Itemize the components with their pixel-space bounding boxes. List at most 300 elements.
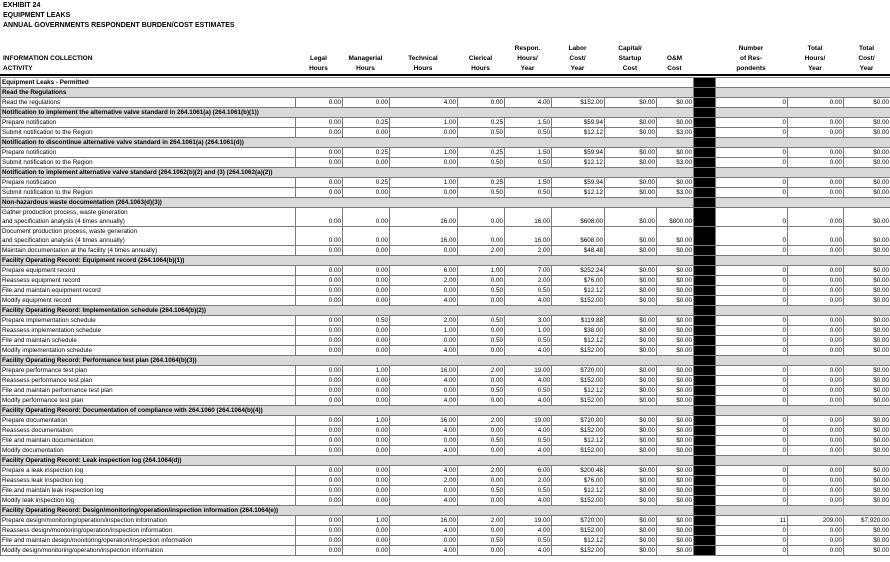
value-total-hours-year: 0.00 <box>788 336 844 346</box>
value-technical-hours: 1.00 <box>390 326 458 336</box>
group-header <box>1 406 890 416</box>
value-respon-hours-year: 4.00 <box>505 346 552 356</box>
value-labor-cost-year: $608.00 <box>552 227 605 246</box>
table-cell <box>716 256 890 266</box>
value-number-of-respondents: 0 <box>716 98 788 108</box>
value-om-cost: $0.00 <box>657 436 694 446</box>
value-managerial-hours: 0.25 <box>343 178 390 188</box>
column-separator <box>694 118 716 128</box>
group-header-title: Non-hazardous waste documentation (264.1063(d)(3)) <box>1 198 694 208</box>
table-row <box>1 316 890 326</box>
value-total-hours-year: 0.00 <box>788 296 844 306</box>
value-total-cost-year: $0.00 <box>844 376 890 386</box>
group-header-title: Facility Operating Record: Performance test plan (264.1064(b)(3)) <box>1 356 694 366</box>
value-respon-hours-year: 0.50 <box>505 286 552 296</box>
column-separator <box>694 416 716 426</box>
value-managerial-hours: 0.25 <box>343 118 390 128</box>
table-row <box>1 536 890 546</box>
column-headers <box>0 44 890 74</box>
group-header-title: Read the Regulations <box>1 88 694 98</box>
value-total-hours-year: 0.00 <box>788 346 844 356</box>
column-separator <box>694 286 716 296</box>
value-labor-cost-year: $12.12 <box>552 188 605 198</box>
group-header-title: Facility Operating Record: Documentation of compliance with 264.1060 (264.1064(b)(4)) <box>1 406 694 416</box>
value-total-cost-year: $0.00 <box>844 536 890 546</box>
group-header-title: Facility Operating Record: Equipment record (264.1064(b)(1)) <box>1 256 694 266</box>
value-technical-hours: 0.00 <box>390 286 458 296</box>
value-total-hours-year: 0.00 <box>788 276 844 286</box>
value-total-hours-year: 0.00 <box>788 246 844 256</box>
value-capital-startup-cost: $0.00 <box>605 178 657 188</box>
table-row <box>1 246 890 256</box>
value-number-of-respondents: 0 <box>716 148 788 158</box>
row-label-line1: Document production process, waste generation <box>2 228 138 235</box>
value-total-hours-year: 0.00 <box>788 546 844 556</box>
value-labor-cost-year: $152.00 <box>552 346 605 356</box>
table-row <box>1 436 890 446</box>
row-label: Prepare notification <box>1 118 296 128</box>
value-labor-cost-year: $152.00 <box>552 496 605 506</box>
value-total-cost-year: $0.00 <box>844 546 890 556</box>
header-number-of-respondents: Number of Res- pondents <box>736 45 766 72</box>
value-capital-startup-cost: $0.00 <box>605 316 657 326</box>
row-label: Prepare implementation schedule <box>1 316 296 326</box>
table-cell <box>716 108 890 118</box>
value-number-of-respondents: 0 <box>716 396 788 406</box>
value-labor-cost-year: $12.12 <box>552 128 605 138</box>
group-header-title: Facility Operating Record: Leak inspection log (264.1064(d)) <box>1 456 694 466</box>
value-managerial-hours: 0.00 <box>343 536 390 546</box>
value-capital-startup-cost: $0.00 <box>605 148 657 158</box>
column-separator <box>694 466 716 476</box>
value-om-cost: $0.00 <box>657 536 694 546</box>
table-row <box>1 396 890 406</box>
value-number-of-respondents: 0 <box>716 296 788 306</box>
row-label: Reassess performance test plan <box>1 376 296 386</box>
value-labor-cost-year: $12.12 <box>552 486 605 496</box>
value-respon-hours-year: 4.00 <box>505 396 552 406</box>
row-label <box>1 208 296 227</box>
value-om-cost: $0.00 <box>657 466 694 476</box>
row-label: File and maintain schedule <box>1 336 296 346</box>
value-managerial-hours: 0.00 <box>343 436 390 446</box>
value-clerical-hours: 0.50 <box>458 336 505 346</box>
exhibit-subject: EQUIPMENT LEAKS <box>3 12 71 19</box>
value-labor-cost-year: $59.94 <box>552 178 605 188</box>
value-number-of-respondents: 0 <box>716 208 788 227</box>
value-clerical-hours: 0.50 <box>458 386 505 396</box>
row-label: Modify performance test plan <box>1 396 296 406</box>
value-managerial-hours: 0.00 <box>343 476 390 486</box>
table-row <box>1 546 890 556</box>
value-legal-hours: 0.00 <box>296 158 343 168</box>
value-technical-hours: 0.00 <box>390 128 458 138</box>
column-separator <box>694 326 716 336</box>
value-clerical-hours: 0.00 <box>458 476 505 486</box>
value-respon-hours-year: 0.50 <box>505 188 552 198</box>
group-header <box>1 356 890 366</box>
value-total-cost-year: $0.00 <box>844 346 890 356</box>
section-header-title: Equipment Leaks - Permitted <box>1 78 694 88</box>
value-total-cost-year: $0.00 <box>844 396 890 406</box>
value-clerical-hours: 0.50 <box>458 316 505 326</box>
value-clerical-hours: 0.50 <box>458 486 505 496</box>
column-separator <box>694 108 716 118</box>
value-number-of-respondents: 0 <box>716 416 788 426</box>
column-separator <box>694 526 716 536</box>
value-labor-cost-year: $12.12 <box>552 436 605 446</box>
value-labor-cost-year: $152.00 <box>552 526 605 536</box>
column-separator <box>694 516 716 526</box>
value-technical-hours: 0.00 <box>390 536 458 546</box>
value-managerial-hours: 0.00 <box>343 266 390 276</box>
value-number-of-respondents: 0 <box>716 446 788 456</box>
column-separator <box>694 256 716 266</box>
column-separator <box>694 208 716 227</box>
table-cell <box>716 198 890 208</box>
table-row <box>1 158 890 168</box>
value-technical-hours: 4.00 <box>390 446 458 456</box>
value-managerial-hours: 0.50 <box>343 316 390 326</box>
value-clerical-hours: 0.00 <box>458 396 505 406</box>
value-number-of-respondents: 0 <box>716 276 788 286</box>
value-managerial-hours: 0.00 <box>343 246 390 256</box>
value-total-hours-year: 0.00 <box>788 316 844 326</box>
value-clerical-hours: 0.00 <box>458 227 505 246</box>
exhibit-title: ANNUAL GOVERNMENTS RESPONDENT BURDEN/COST ESTIMATES <box>3 22 235 29</box>
header-managerial-hours: Managerial Hours <box>348 55 383 72</box>
value-legal-hours: 0.00 <box>296 416 343 426</box>
value-clerical-hours: 0.00 <box>458 346 505 356</box>
value-capital-startup-cost: $0.00 <box>605 158 657 168</box>
column-separator <box>694 316 716 326</box>
table-cell <box>716 356 890 366</box>
value-om-cost: $0.00 <box>657 516 694 526</box>
value-total-hours-year: 0.00 <box>788 366 844 376</box>
value-respon-hours-year: 1.50 <box>505 148 552 158</box>
value-labor-cost-year: $720.00 <box>552 416 605 426</box>
column-separator <box>694 396 716 406</box>
table-row <box>1 276 890 286</box>
value-technical-hours: 0.00 <box>390 246 458 256</box>
table-row <box>1 326 890 336</box>
value-capital-startup-cost: $0.00 <box>605 526 657 536</box>
column-separator <box>694 506 716 516</box>
value-clerical-hours: 0.50 <box>458 536 505 546</box>
value-respon-hours-year: 0.50 <box>505 486 552 496</box>
row-label: Prepare documentation <box>1 416 296 426</box>
value-clerical-hours: 2.00 <box>458 516 505 526</box>
value-labor-cost-year: $59.94 <box>552 118 605 128</box>
row-label: Prepare performance test plan <box>1 366 296 376</box>
value-total-hours-year: 0.00 <box>788 416 844 426</box>
group-header <box>1 256 890 266</box>
value-respon-hours-year: 19.00 <box>505 416 552 426</box>
value-technical-hours: 0.00 <box>390 436 458 446</box>
value-om-cost: $0.00 <box>657 276 694 286</box>
column-separator <box>694 306 716 316</box>
value-om-cost: $0.00 <box>657 346 694 356</box>
value-legal-hours: 0.00 <box>296 208 343 227</box>
value-labor-cost-year: $152.00 <box>552 426 605 436</box>
value-om-cost: $0.00 <box>657 396 694 406</box>
header-respon-hours-year: Respon. Hours/ Year <box>514 45 541 72</box>
value-total-cost-year: $0.00 <box>844 208 890 227</box>
value-legal-hours: 0.00 <box>296 346 343 356</box>
value-clerical-hours: 2.00 <box>458 246 505 256</box>
value-capital-startup-cost: $0.00 <box>605 386 657 396</box>
value-technical-hours: 2.00 <box>390 476 458 486</box>
row-label: Modify implementation schedule <box>1 346 296 356</box>
row-label: Modify equipment record <box>1 296 296 306</box>
group-header-title: Facility Operating Record: Implementation schedule (264.1064(b)(2)) <box>1 306 694 316</box>
row-label: Reassess implementation schedule <box>1 326 296 336</box>
value-technical-hours: 2.00 <box>390 276 458 286</box>
value-legal-hours: 0.00 <box>296 526 343 536</box>
group-header <box>1 88 890 98</box>
table-row <box>1 446 890 456</box>
value-respon-hours-year: 4.00 <box>505 296 552 306</box>
value-capital-startup-cost: $0.00 <box>605 326 657 336</box>
value-total-cost-year: $0.00 <box>844 98 890 108</box>
value-respon-hours-year: 0.50 <box>505 536 552 546</box>
value-respon-hours-year: 4.00 <box>505 446 552 456</box>
value-total-cost-year: $0.00 <box>844 526 890 536</box>
value-number-of-respondents: 0 <box>716 246 788 256</box>
value-managerial-hours: 0.00 <box>343 346 390 356</box>
table-cell <box>716 168 890 178</box>
value-technical-hours: 0.00 <box>390 336 458 346</box>
value-number-of-respondents: 0 <box>716 336 788 346</box>
column-separator <box>694 98 716 108</box>
value-labor-cost-year: $12.12 <box>552 158 605 168</box>
value-technical-hours: 4.00 <box>390 396 458 406</box>
table-cell <box>716 506 890 516</box>
table-cell <box>716 406 890 416</box>
column-separator <box>694 376 716 386</box>
value-labor-cost-year: $720.00 <box>552 366 605 376</box>
header-activity: INFORMATION COLLECTION ACTIVITY <box>3 55 93 72</box>
value-managerial-hours: 1.00 <box>343 366 390 376</box>
value-legal-hours: 0.00 <box>296 486 343 496</box>
value-total-cost-year: $0.00 <box>844 476 890 486</box>
row-label: File and maintain design/monitoring/operation/inspection information <box>1 536 296 546</box>
value-om-cost: $0.00 <box>657 366 694 376</box>
value-legal-hours: 0.00 <box>296 98 343 108</box>
value-legal-hours: 0.00 <box>296 496 343 506</box>
value-legal-hours: 0.00 <box>296 426 343 436</box>
value-respon-hours-year: 1.50 <box>505 178 552 188</box>
value-clerical-hours: 0.50 <box>458 158 505 168</box>
value-legal-hours: 0.00 <box>296 286 343 296</box>
value-om-cost: $0.00 <box>657 486 694 496</box>
value-legal-hours: 0.00 <box>296 386 343 396</box>
column-separator <box>694 486 716 496</box>
value-om-cost: $0.00 <box>657 446 694 456</box>
value-clerical-hours: 0.00 <box>458 326 505 336</box>
table-cell <box>716 78 890 88</box>
value-managerial-hours: 0.00 <box>343 486 390 496</box>
row-label: File and maintain equipment record <box>1 286 296 296</box>
value-technical-hours: 4.00 <box>390 466 458 476</box>
header-clerical-hours: Clerical Hours <box>468 55 493 72</box>
value-om-cost: $0.00 <box>657 98 694 108</box>
value-total-cost-year: $0.00 <box>844 336 890 346</box>
value-managerial-hours: 0.00 <box>343 208 390 227</box>
value-om-cost: $0.00 <box>657 316 694 326</box>
value-labor-cost-year: $76.00 <box>552 476 605 486</box>
value-total-cost-year: $0.00 <box>844 486 890 496</box>
value-capital-startup-cost: $0.00 <box>605 98 657 108</box>
value-total-hours-year: 0.00 <box>788 446 844 456</box>
row-label: Prepare equipment record <box>1 266 296 276</box>
table-row <box>1 148 890 158</box>
value-total-cost-year: $0.00 <box>844 118 890 128</box>
value-technical-hours: 2.00 <box>390 316 458 326</box>
value-legal-hours: 0.00 <box>296 266 343 276</box>
value-capital-startup-cost: $0.00 <box>605 486 657 496</box>
header-technical-hours: Technical Hours <box>408 55 438 72</box>
value-managerial-hours: 0.00 <box>343 546 390 556</box>
column-separator <box>694 436 716 446</box>
value-respon-hours-year: 16.00 <box>505 227 552 246</box>
row-label-line2: and specification analysis (4 times annually) <box>2 218 125 225</box>
row-label: Reassess design/monitoring/operation/inspection information <box>1 526 296 536</box>
value-om-cost: $0.00 <box>657 476 694 486</box>
row-label <box>1 227 296 246</box>
table-cell <box>716 88 890 98</box>
row-label: Prepare notification <box>1 148 296 158</box>
column-separator <box>694 386 716 396</box>
value-labor-cost-year: $12.12 <box>552 286 605 296</box>
value-labor-cost-year: $720.00 <box>552 516 605 526</box>
value-clerical-hours: 0.00 <box>458 276 505 286</box>
value-capital-startup-cost: $0.00 <box>605 416 657 426</box>
value-om-cost: $0.00 <box>657 526 694 536</box>
group-header-title: Facility Operating Record: Design/monitoring/operation/inspection information (264.1064(e)) <box>1 506 694 516</box>
value-legal-hours: 0.00 <box>296 536 343 546</box>
value-number-of-respondents: 0 <box>716 546 788 556</box>
value-number-of-respondents: 0 <box>716 386 788 396</box>
column-separator <box>694 198 716 208</box>
column-separator <box>694 138 716 148</box>
value-respon-hours-year: 0.50 <box>505 386 552 396</box>
value-labor-cost-year: $152.00 <box>552 296 605 306</box>
value-clerical-hours: 0.50 <box>458 188 505 198</box>
value-total-hours-year: 0.00 <box>788 486 844 496</box>
value-total-hours-year: 0.00 <box>788 326 844 336</box>
value-clerical-hours: 0.00 <box>458 546 505 556</box>
value-technical-hours: 4.00 <box>390 296 458 306</box>
value-respon-hours-year: 4.00 <box>505 426 552 436</box>
table-row <box>1 496 890 506</box>
value-total-cost-year: $0.00 <box>844 436 890 446</box>
value-legal-hours: 0.00 <box>296 316 343 326</box>
value-technical-hours: 16.00 <box>390 416 458 426</box>
value-total-hours-year: 0.00 <box>788 158 844 168</box>
header-labor-cost-year: Labor Cost/ Year <box>568 45 587 72</box>
value-managerial-hours: 1.00 <box>343 516 390 526</box>
value-number-of-respondents: 0 <box>716 316 788 326</box>
header-total-cost-year: Total Cost/ Year <box>858 45 875 72</box>
value-respon-hours-year: 4.00 <box>505 496 552 506</box>
value-capital-startup-cost: $0.00 <box>605 276 657 286</box>
value-total-hours-year: 0.00 <box>788 476 844 486</box>
value-capital-startup-cost: $0.00 <box>605 188 657 198</box>
value-total-hours-year: 0.00 <box>788 376 844 386</box>
value-capital-startup-cost: $0.00 <box>605 208 657 227</box>
value-clerical-hours: 0.00 <box>458 446 505 456</box>
value-managerial-hours: 0.00 <box>343 336 390 346</box>
value-respon-hours-year: 2.00 <box>505 276 552 286</box>
value-managerial-hours: 0.00 <box>343 396 390 406</box>
value-technical-hours: 16.00 <box>390 366 458 376</box>
table-row <box>1 227 890 246</box>
value-total-hours-year: 0.00 <box>788 396 844 406</box>
value-managerial-hours: 0.00 <box>343 276 390 286</box>
value-legal-hours: 0.00 <box>296 128 343 138</box>
value-number-of-respondents: 0 <box>716 158 788 168</box>
value-clerical-hours: 0.00 <box>458 496 505 506</box>
column-separator <box>694 456 716 466</box>
table-row <box>1 118 890 128</box>
value-number-of-respondents: 0 <box>716 118 788 128</box>
row-label: Read the regulations <box>1 98 296 108</box>
value-clerical-hours: 0.25 <box>458 118 505 128</box>
value-technical-hours: 1.00 <box>390 178 458 188</box>
value-total-hours-year: 0.00 <box>788 386 844 396</box>
value-labor-cost-year: $152.00 <box>552 546 605 556</box>
value-managerial-hours: 0.00 <box>343 466 390 476</box>
value-total-hours-year: 0.00 <box>788 466 844 476</box>
row-label: Submit notification to the Region <box>1 128 296 138</box>
value-total-cost-year: $0.00 <box>844 496 890 506</box>
table-row <box>1 526 890 536</box>
value-respon-hours-year: 1.00 <box>505 326 552 336</box>
value-clerical-hours: 0.50 <box>458 128 505 138</box>
table-row <box>1 516 890 526</box>
value-total-cost-year: $0.00 <box>844 158 890 168</box>
value-total-cost-year: $0.00 <box>844 366 890 376</box>
value-managerial-hours: 1.00 <box>343 416 390 426</box>
value-total-hours-year: 0.00 <box>788 227 844 246</box>
column-separator <box>694 227 716 246</box>
value-number-of-respondents: 0 <box>716 188 788 198</box>
value-om-cost: $3.00 <box>657 158 694 168</box>
row-label: Prepare a leak inspection log <box>1 466 296 476</box>
column-separator <box>694 406 716 416</box>
column-separator <box>694 188 716 198</box>
value-technical-hours: 16.00 <box>390 208 458 227</box>
value-total-hours-year: 0.00 <box>788 286 844 296</box>
value-number-of-respondents: 0 <box>716 366 788 376</box>
table-row <box>1 346 890 356</box>
value-respon-hours-year: 3.00 <box>505 316 552 326</box>
value-om-cost: $3.00 <box>657 188 694 198</box>
value-om-cost: $3.00 <box>657 128 694 138</box>
value-labor-cost-year: $12.12 <box>552 386 605 396</box>
value-clerical-hours: 0.50 <box>458 436 505 446</box>
value-clerical-hours: 0.00 <box>458 376 505 386</box>
column-separator <box>694 426 716 436</box>
row-label: File and maintain leak inspection log <box>1 486 296 496</box>
value-om-cost: $0.00 <box>657 336 694 346</box>
value-legal-hours: 0.00 <box>296 118 343 128</box>
row-label: Prepare design/monitoring/operation/inspection information <box>1 516 296 526</box>
group-header-title: Notification to implement the alternative valve standard in 264.1061(a) (264.1061(b)(1)) <box>1 108 694 118</box>
value-om-cost: $0.00 <box>657 386 694 396</box>
column-separator <box>694 346 716 356</box>
